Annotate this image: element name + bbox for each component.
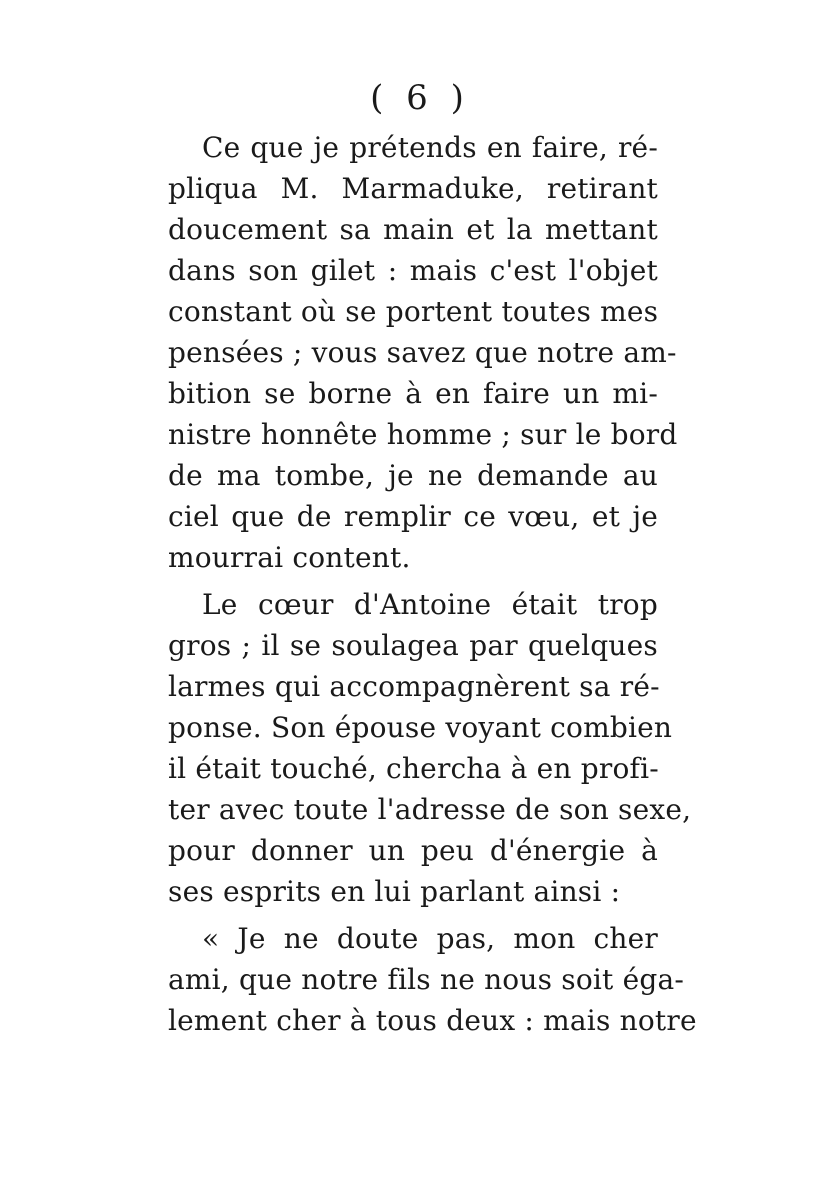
text-line: ponse. Son épouse voyant combien	[168, 711, 673, 744]
paragraph-2	[168, 584, 692, 912]
text-line: ter avec toute l'adresse de son sexe,	[168, 793, 692, 826]
text-line: pliqua M. Marmaduke, retirant	[168, 172, 658, 205]
body-text	[168, 127, 697, 1041]
text-line: ami, que notre fils ne nous soit éga-	[168, 963, 685, 996]
text-line: Ce que je prétends en faire, ré-	[202, 131, 658, 164]
text-line: Le cœur d'Antoine était trop	[202, 588, 658, 621]
text-line: dans son gilet : mais c'est l'objet	[168, 254, 658, 287]
text-line: lement cher à tous deux : mais notre	[168, 1004, 697, 1037]
text-line: il était touché, chercha à en profi-	[168, 752, 659, 785]
text-line: larmes qui accompagnèrent sa ré-	[168, 670, 660, 703]
text-line: doucement sa main et la mettant	[168, 213, 658, 246]
text-line: constant où se portent toutes mes	[168, 295, 659, 328]
text-line: pour donner un peu d'énergie à	[168, 834, 658, 867]
paragraph-1	[168, 127, 678, 578]
text-line: bition se borne à en faire un mi-	[168, 377, 658, 410]
paragraph-3	[168, 918, 697, 1041]
text-line: nistre honnête homme ; sur le bord	[168, 418, 678, 451]
page-number: ( 6 )	[370, 78, 470, 118]
text-line: pensées ; vous savez que notre am-	[168, 336, 677, 369]
text-line: ciel que de remplir ce vœu, et je	[168, 500, 658, 533]
text-line: de ma tombe, je ne demande au	[168, 459, 658, 492]
text-line: « Je ne doute pas, mon cher	[202, 922, 658, 955]
text-line: mourrai content.	[168, 541, 411, 574]
text-line: ses esprits en lui parlant ainsi :	[168, 875, 621, 908]
text-line: gros ; il se soulagea par quelques	[168, 629, 658, 662]
